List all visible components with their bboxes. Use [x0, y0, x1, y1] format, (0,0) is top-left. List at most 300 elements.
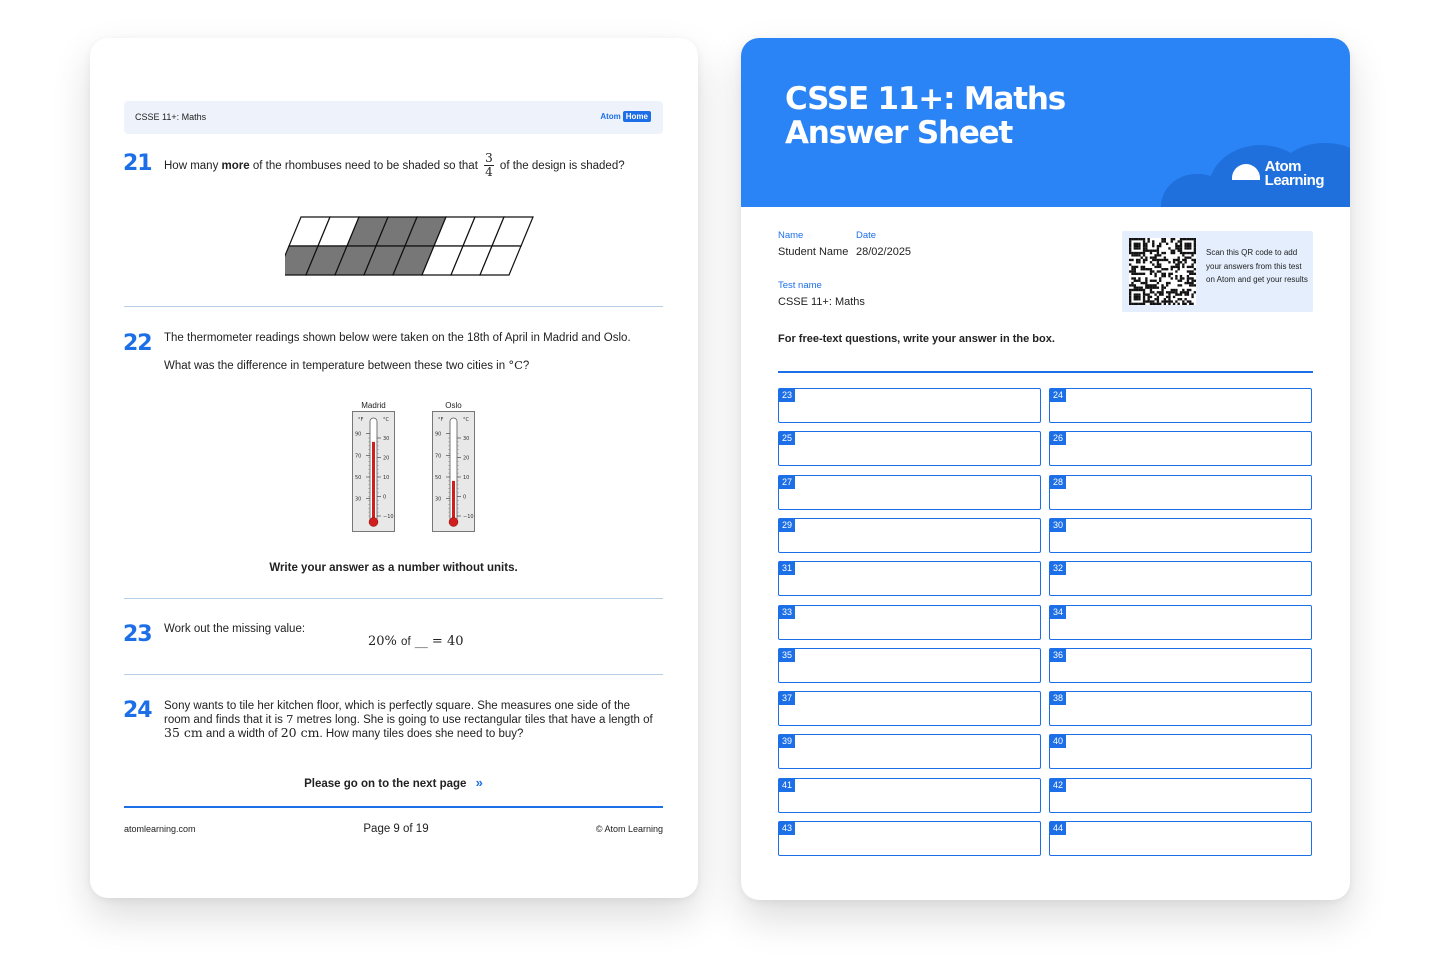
qr-module: [1164, 259, 1166, 261]
qr-module: [1194, 291, 1196, 293]
qr-module: [1157, 287, 1159, 289]
qr-module: [1187, 289, 1189, 291]
answer-box[interactable]: [778, 734, 1041, 769]
qr-module: [1150, 284, 1152, 286]
qr-module: [1141, 252, 1143, 254]
divider: [124, 674, 663, 675]
qr-module: [1180, 247, 1182, 249]
answer-box[interactable]: [778, 605, 1041, 640]
qr-module: [1154, 303, 1156, 305]
question-22-line2: [164, 358, 529, 373]
qr-module: [1184, 291, 1186, 293]
question-number-24: 24: [123, 698, 152, 723]
qr-module: [1168, 303, 1170, 305]
qr-module: [1141, 238, 1143, 240]
qr-module: [1136, 243, 1138, 245]
next-page-prompt: [124, 775, 663, 790]
qr-module: [1129, 259, 1131, 261]
celsius-tick-label: 0: [463, 494, 467, 501]
qr-module: [1143, 250, 1145, 252]
qr-module: [1138, 287, 1140, 289]
qr-module: [1171, 252, 1173, 254]
answer-box[interactable]: [1049, 778, 1312, 813]
qr-module: [1164, 275, 1166, 277]
qr-module: [1150, 287, 1152, 289]
qr-module: [1194, 252, 1196, 254]
qr-module: [1159, 254, 1161, 256]
brand-line-1: Atom: [1264, 158, 1301, 175]
name-label: Name: [778, 230, 804, 241]
qr-module: [1129, 240, 1131, 242]
qr-module: [1184, 303, 1186, 305]
q21-text-bold: more: [221, 159, 250, 172]
qr-module: [1131, 254, 1133, 256]
qr-module: [1164, 303, 1166, 305]
qr-module: [1134, 289, 1136, 291]
qr-module: [1134, 284, 1136, 286]
qr-code-icon[interactable]: [1129, 238, 1196, 305]
answer-box[interactable]: [778, 821, 1041, 856]
qr-module: [1161, 240, 1163, 242]
qr-module: [1189, 247, 1191, 249]
qr-module: [1150, 273, 1152, 275]
qr-module: [1136, 296, 1138, 298]
question-21-text: [164, 152, 625, 179]
qr-module: [1145, 243, 1147, 245]
qr-module: [1138, 261, 1140, 263]
qr-module: [1161, 291, 1163, 293]
qr-module: [1175, 259, 1177, 261]
qr-module: [1150, 300, 1152, 302]
qr-module: [1136, 245, 1138, 247]
qr-module: [1154, 275, 1156, 277]
qr-module: [1194, 238, 1196, 240]
qr-module: [1168, 293, 1170, 295]
page-number: Page 9 of 19: [363, 823, 429, 835]
qr-module: [1129, 245, 1131, 247]
answer-box[interactable]: [1049, 388, 1312, 423]
qr-panel: [1122, 231, 1313, 312]
answer-box[interactable]: [778, 431, 1041, 466]
qr-module: [1191, 296, 1193, 298]
qr-module: [1152, 300, 1154, 302]
test-name-label: Test name: [778, 280, 822, 291]
answer-number: 32: [1050, 562, 1066, 575]
answer-box[interactable]: [778, 475, 1041, 510]
qr-module: [1191, 282, 1193, 284]
fahrenheit-tick-label: 30: [355, 496, 362, 503]
qr-module: [1171, 268, 1173, 270]
date-label: Date: [856, 230, 877, 241]
qr-module: [1180, 280, 1182, 282]
qr-module: [1168, 261, 1170, 263]
qr-module: [1131, 238, 1133, 240]
qr-module: [1143, 293, 1145, 295]
qr-module: [1168, 247, 1170, 249]
qr-module: [1194, 247, 1196, 249]
qr-module: [1194, 284, 1196, 286]
qr-module: [1136, 303, 1138, 305]
qr-module: [1178, 303, 1180, 305]
thermometer-label-madrid: Madrid: [361, 401, 386, 410]
qr-module: [1143, 282, 1145, 284]
qr-module: [1178, 268, 1180, 270]
mercury-column: [452, 481, 455, 521]
qr-module: [1131, 252, 1133, 254]
qr-module: [1141, 268, 1143, 270]
q24-line3-mid: and a width of: [202, 728, 281, 740]
qr-module: [1141, 256, 1143, 258]
qr-module: [1152, 259, 1154, 261]
qr-module: [1182, 259, 1184, 261]
qr-module: [1168, 298, 1170, 300]
qr-module: [1157, 245, 1159, 247]
answer-box[interactable]: [1049, 561, 1312, 596]
date-value[interactable]: 28/02/2025: [856, 246, 912, 258]
qr-module: [1129, 250, 1131, 252]
qr-module: [1154, 287, 1156, 289]
qr-module: [1178, 256, 1180, 258]
qr-module: [1175, 291, 1177, 293]
qr-module: [1154, 280, 1156, 282]
qr-module: [1187, 293, 1189, 295]
qr-module: [1138, 238, 1140, 240]
qr-module: [1136, 259, 1138, 261]
qr-module: [1136, 254, 1138, 256]
qr-module: [1136, 247, 1138, 249]
answer-number: 30: [1050, 519, 1066, 532]
qr-module: [1159, 270, 1161, 272]
qr-module: [1191, 252, 1193, 254]
qr-module: [1157, 291, 1159, 293]
qr-module: [1194, 250, 1196, 252]
qr-module: [1131, 303, 1133, 305]
qr-module: [1189, 277, 1191, 279]
qr-module: [1164, 256, 1166, 258]
qr-module: [1178, 284, 1180, 286]
fahrenheit-tick-label: 70: [435, 453, 442, 460]
qr-module: [1168, 291, 1170, 293]
qr-module: [1143, 243, 1145, 245]
qr-module: [1189, 282, 1191, 284]
qr-module: [1157, 270, 1159, 272]
qr-module: [1180, 298, 1182, 300]
qr-module: [1138, 259, 1140, 261]
brand-line-2: Learning: [1264, 172, 1324, 189]
qr-module: [1184, 243, 1186, 245]
qr-module: [1175, 243, 1177, 245]
qr-module: [1159, 259, 1161, 261]
answer-box[interactable]: [1049, 475, 1312, 510]
qr-module: [1143, 247, 1145, 249]
qr-module: [1187, 280, 1189, 282]
qr-module: [1143, 268, 1145, 270]
q23-percent: 20%: [368, 634, 397, 649]
qr-module: [1159, 243, 1161, 245]
qr-module: [1134, 273, 1136, 275]
qr-module: [1187, 243, 1189, 245]
qr-module: [1194, 261, 1196, 263]
qr-module: [1175, 263, 1177, 265]
question-number-22: 22: [123, 331, 152, 356]
test-name-value: CSSE 11+: Maths: [778, 296, 865, 308]
qr-module: [1145, 247, 1147, 249]
qr-module: [1143, 266, 1145, 268]
qr-module: [1166, 259, 1168, 261]
qr-module: [1159, 245, 1161, 247]
qr-module: [1189, 238, 1191, 240]
qr-module: [1161, 293, 1163, 295]
answer-sheet: [741, 38, 1350, 900]
answer-box[interactable]: [1049, 821, 1312, 856]
qr-module: [1189, 266, 1191, 268]
answer-number: 25: [779, 432, 795, 445]
qr-module: [1191, 277, 1193, 279]
qr-module: [1178, 240, 1180, 242]
qr-module: [1131, 270, 1133, 272]
qr-module: [1147, 293, 1149, 295]
qr-module: [1187, 247, 1189, 249]
qr-module: [1161, 275, 1163, 277]
qr-module: [1194, 259, 1196, 261]
qr-module: [1143, 298, 1145, 300]
qr-module: [1182, 277, 1184, 279]
answer-number: 31: [779, 562, 795, 575]
qr-module: [1147, 296, 1149, 298]
qr-module: [1159, 277, 1161, 279]
qr-module: [1152, 270, 1154, 272]
qr-module: [1129, 263, 1131, 265]
qr-module: [1189, 252, 1191, 254]
qr-module: [1191, 254, 1193, 256]
answer-box[interactable]: [778, 561, 1041, 596]
qr-module: [1164, 298, 1166, 300]
name-value[interactable]: Student Name: [778, 246, 849, 258]
answer-box[interactable]: [778, 518, 1041, 553]
qr-module: [1134, 238, 1136, 240]
qr-module: [1159, 303, 1161, 305]
qr-module: [1161, 238, 1163, 240]
qr-module: [1164, 268, 1166, 270]
q22-line2-post: ?: [522, 360, 530, 372]
qr-module: [1168, 296, 1170, 298]
answer-box[interactable]: [778, 691, 1041, 726]
qr-module: [1150, 296, 1152, 298]
qr-module: [1187, 275, 1189, 277]
qr-module: [1131, 289, 1133, 291]
qr-module: [1157, 250, 1159, 252]
qr-module: [1150, 289, 1152, 291]
q24-side-length: 7: [286, 712, 294, 726]
qr-module: [1187, 300, 1189, 302]
qr-module: [1129, 270, 1131, 272]
answer-box[interactable]: [1049, 734, 1312, 769]
qr-module: [1159, 291, 1161, 293]
qr-module: [1136, 266, 1138, 268]
qr-module: [1152, 240, 1154, 242]
qr-module: [1154, 256, 1156, 258]
fraction-denominator: 4: [485, 165, 493, 179]
qr-module: [1154, 298, 1156, 300]
page-header: [124, 101, 663, 134]
qr-module: [1138, 303, 1140, 305]
qr-module: [1168, 275, 1170, 277]
answer-sheet-title: [785, 82, 1065, 150]
qr-module: [1136, 252, 1138, 254]
qr-module: [1175, 300, 1177, 302]
answer-box[interactable]: [778, 388, 1041, 423]
qr-module: [1180, 293, 1182, 295]
qr-module: [1189, 300, 1191, 302]
celsius-tick-label: 10: [383, 475, 390, 481]
qr-module: [1136, 261, 1138, 263]
qr-module: [1171, 240, 1173, 242]
qr-module: [1187, 252, 1189, 254]
qr-module: [1134, 277, 1136, 279]
qr-module: [1166, 296, 1168, 298]
qr-module: [1161, 268, 1163, 270]
qr-module: [1157, 252, 1159, 254]
qr-module: [1173, 252, 1175, 254]
qr-module: [1180, 275, 1182, 277]
thermometer-madrid: [352, 411, 395, 532]
qr-module: [1184, 293, 1186, 295]
qr-module: [1129, 300, 1131, 302]
qr-module: [1187, 245, 1189, 247]
thermometer-bulb: [449, 518, 458, 527]
answer-box[interactable]: [1049, 431, 1312, 466]
answer-box[interactable]: [778, 778, 1041, 813]
qr-module: [1161, 289, 1163, 291]
answer-box[interactable]: [778, 648, 1041, 683]
q24-line3-post: . How many tiles does she need to buy?: [319, 728, 524, 740]
qr-module: [1194, 240, 1196, 242]
qr-module: [1157, 298, 1159, 300]
qr-module: [1129, 303, 1131, 305]
q24-tile-width: 20 cm: [280, 725, 320, 740]
qr-module: [1157, 254, 1159, 256]
fahrenheit-tick-label: 90: [355, 431, 362, 438]
qr-module: [1166, 243, 1168, 245]
qr-module: [1145, 300, 1147, 302]
qr-module: [1184, 261, 1186, 263]
question-23-text: Work out the missing value:: [164, 623, 306, 635]
q23-expression: [368, 635, 464, 649]
qr-module: [1182, 289, 1184, 291]
celsius-tick-label: −10: [463, 514, 474, 520]
qr-module: [1157, 266, 1159, 268]
qr-module: [1182, 266, 1184, 268]
answer-box[interactable]: [1049, 691, 1312, 726]
answer-number: 34: [1050, 606, 1066, 619]
answer-box[interactable]: [1049, 605, 1312, 640]
qr-module: [1173, 259, 1175, 261]
qr-module: [1175, 293, 1177, 295]
qr-module: [1191, 270, 1193, 272]
qr-module: [1157, 259, 1159, 261]
celsius-unit: °C: [383, 417, 389, 423]
qr-module: [1143, 300, 1145, 302]
question-24-line1: Sony wants to tile her kitchen floor, which is perfectly square. She measures one side of the: [164, 700, 630, 712]
qr-module: [1171, 273, 1173, 275]
qr-module: [1184, 256, 1186, 258]
qr-module: [1131, 266, 1133, 268]
qr-module: [1150, 256, 1152, 258]
qr-module: [1143, 245, 1145, 247]
qr-module: [1141, 266, 1143, 268]
answer-box[interactable]: [1049, 648, 1312, 683]
qr-module: [1154, 266, 1156, 268]
qr-module: [1129, 252, 1131, 254]
qr-module: [1136, 287, 1138, 289]
qr-module: [1180, 277, 1182, 279]
qr-module: [1147, 238, 1149, 240]
qr-module: [1147, 300, 1149, 302]
qr-module: [1143, 261, 1145, 263]
celsius-tick-label: 30: [383, 436, 390, 442]
qr-module: [1134, 266, 1136, 268]
qr-module: [1189, 303, 1191, 305]
answer-number: 44: [1050, 822, 1066, 835]
q21-text-pre: How many: [164, 159, 222, 172]
answer-number: 35: [779, 649, 795, 662]
q21-text-post: of the design is shaded?: [496, 159, 625, 172]
qr-module: [1164, 240, 1166, 242]
celsius-tick-label: 20: [463, 455, 470, 462]
qr-module: [1136, 280, 1138, 282]
qr-module: [1154, 293, 1156, 295]
qr-module: [1182, 303, 1184, 305]
qr-module: [1164, 287, 1166, 289]
qr-module: [1191, 259, 1193, 261]
qr-module: [1134, 247, 1136, 249]
qr-module: [1145, 256, 1147, 258]
qr-module: [1129, 247, 1131, 249]
qr-module: [1182, 300, 1184, 302]
celsius-tick-label: 0: [383, 494, 387, 501]
answer-number: 39: [779, 735, 795, 748]
qr-module: [1191, 293, 1193, 295]
qr-module: [1187, 266, 1189, 268]
next-page-text: Please go on to the next page: [304, 778, 467, 790]
title-line-2: Answer Sheet: [785, 115, 1013, 151]
q21-text-mid: of the rhombuses need to be shaded so that: [249, 159, 482, 172]
qr-module: [1180, 240, 1182, 242]
question-page: [90, 38, 698, 898]
qr-module: [1152, 287, 1154, 289]
qr-module: [1182, 291, 1184, 293]
qr-module: [1143, 254, 1145, 256]
answer-number: 37: [779, 692, 795, 705]
qr-module: [1136, 289, 1138, 291]
qr-module: [1161, 259, 1163, 261]
qr-module: [1138, 254, 1140, 256]
qr-module: [1147, 284, 1149, 286]
answer-number: 41: [779, 779, 795, 792]
qr-module: [1134, 245, 1136, 247]
qr-module: [1187, 282, 1189, 284]
answer-number: 43: [779, 822, 795, 835]
qr-module: [1129, 243, 1131, 245]
qr-module: [1134, 287, 1136, 289]
qr-module: [1189, 243, 1191, 245]
qr-module: [1141, 273, 1143, 275]
answer-box[interactable]: [1049, 518, 1312, 553]
answer-rule: [778, 371, 1313, 373]
qr-module: [1131, 284, 1133, 286]
answer-number: 40: [1050, 735, 1066, 748]
qr-module: [1131, 259, 1133, 261]
